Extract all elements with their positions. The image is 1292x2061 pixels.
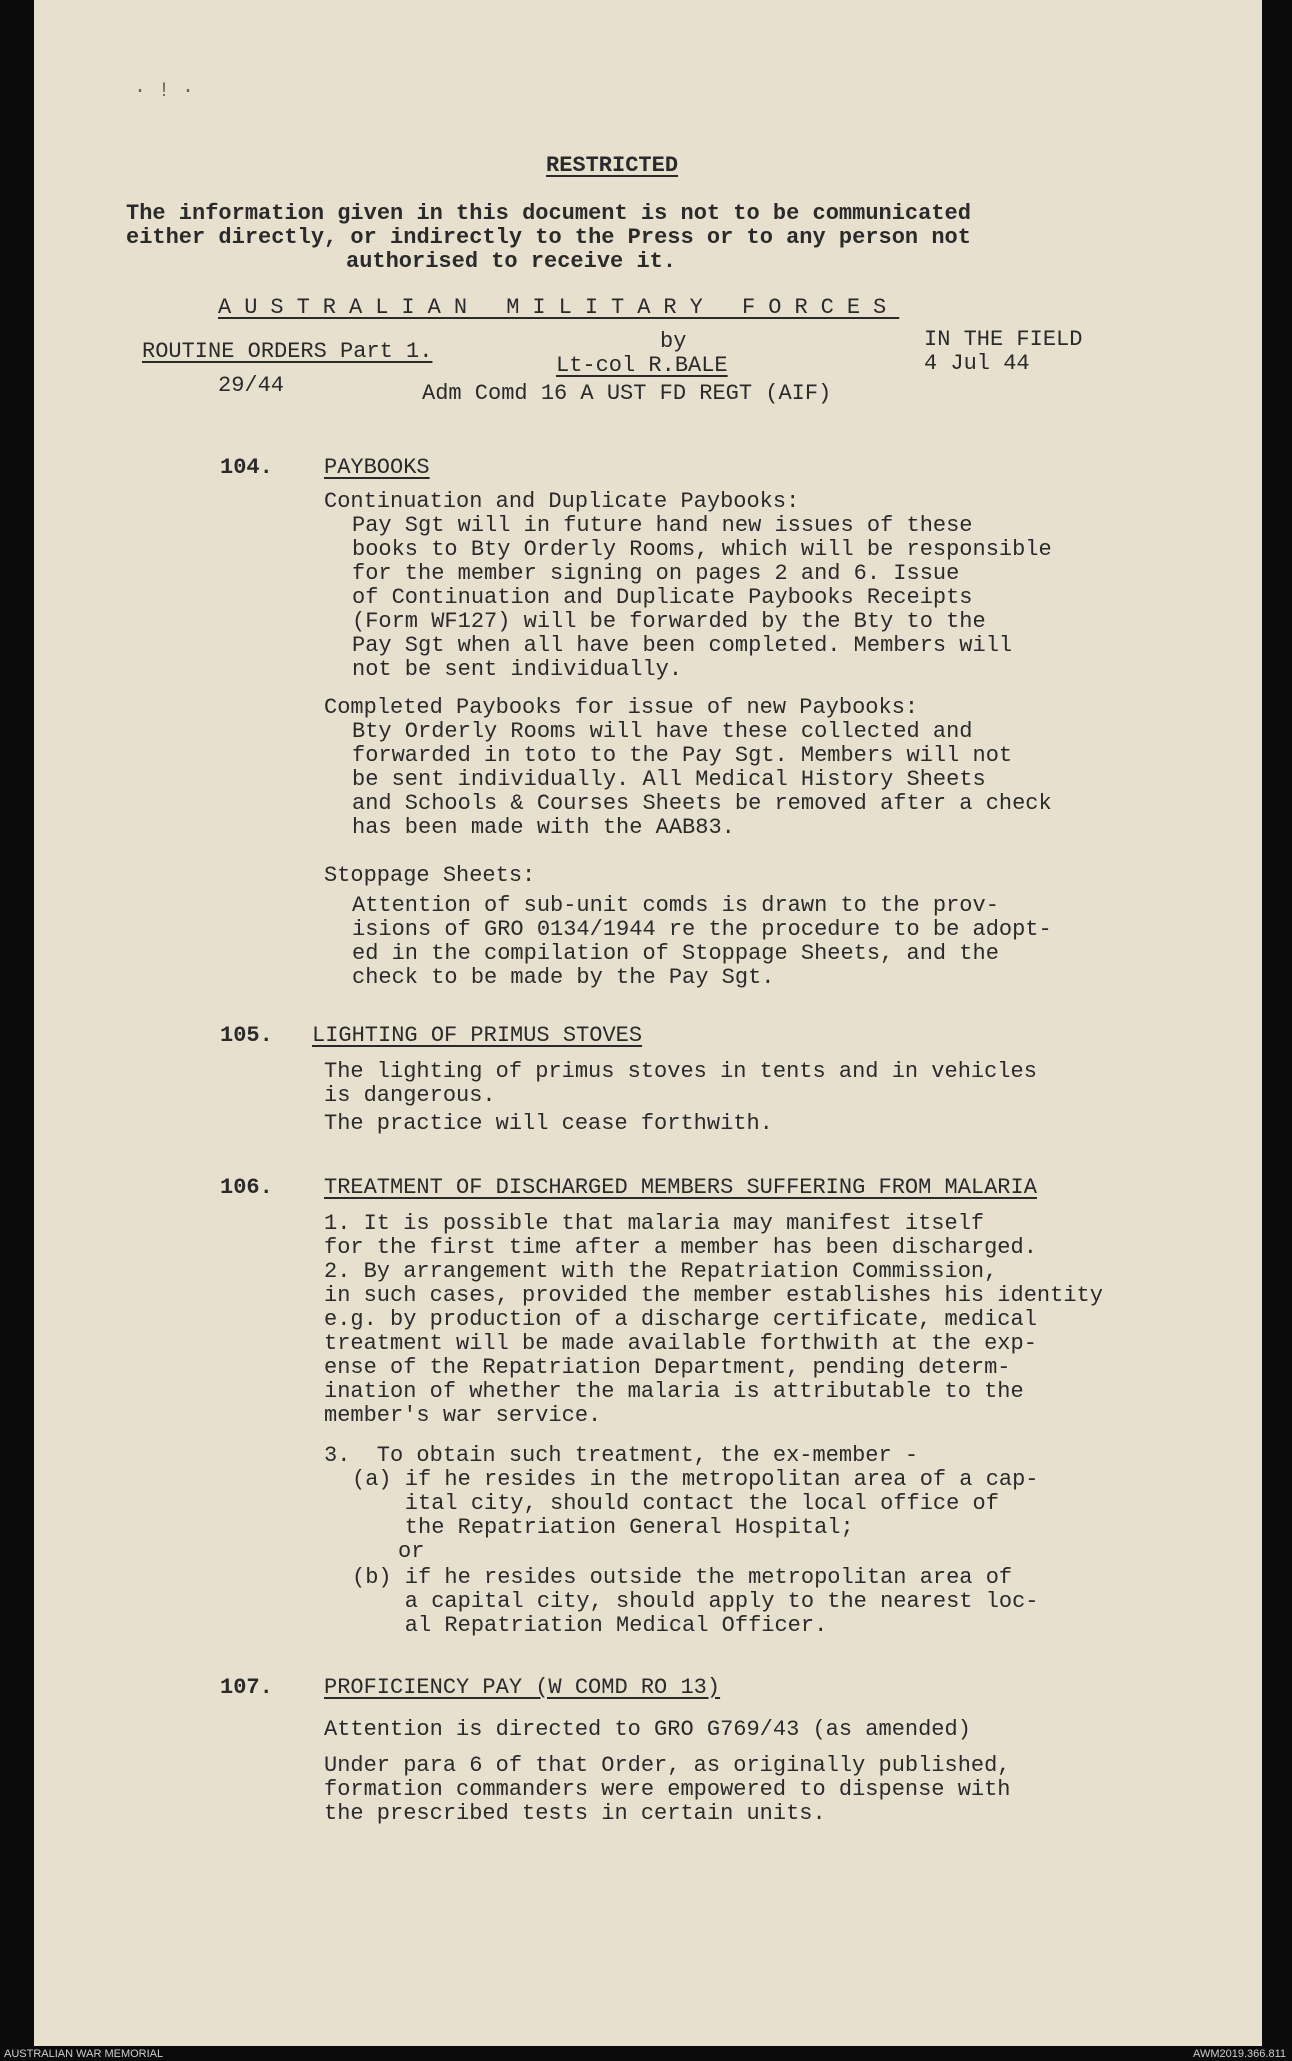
section-105-number: 105. — [220, 1023, 273, 1048]
text-line: (a) if he resides in the metropolitan area of a cap- — [352, 1467, 1039, 1492]
section-106-para-3: 3. To obtain such treatment, the ex-member - — [324, 1443, 919, 1468]
text-line: check to be made by the Pay Sgt. — [352, 965, 775, 990]
text-line: Bty Orderly Rooms will have these collected and — [352, 719, 973, 744]
text-line: and Schools & Courses Sheets be removed after a check — [352, 791, 1052, 816]
text-line: 1. It is possible that malaria may manifest itself — [324, 1211, 985, 1236]
text-line: The lighting of primus stoves in tents and in vehicles — [324, 1059, 1037, 1084]
routine-orders-label: ROUTINE ORDERS Part 1. — [142, 339, 433, 364]
section-106-title: TREATMENT OF DISCHARGED MEMBERS SUFFERING FROM MALARIA — [324, 1175, 1037, 1200]
text-line: books to Bty Orderly Rooms, which will be responsible — [352, 537, 1052, 562]
text-line: Pay Sgt will in future hand new issues of these — [352, 513, 973, 538]
notice-line-1: The information given in this document is not to be communicated — [126, 201, 971, 226]
command-label: Adm Comd 16 A UST FD REGT (AIF) — [422, 381, 832, 406]
place-label: IN THE FIELD — [924, 327, 1083, 352]
section-104-sub3-title: Stoppage Sheets: — [324, 863, 536, 888]
text-line: ense of the Repatriation Department, pending determ- — [324, 1355, 1011, 1380]
order-number: 29/44 — [218, 373, 285, 398]
text-line: is dangerous. — [324, 1083, 496, 1108]
text-line: 2. By arrangement with the Repatriation Commission, — [324, 1259, 998, 1284]
by-label: by — [660, 329, 687, 354]
section-106-number: 106. — [220, 1175, 273, 1200]
restricted-heading: RESTRICTED — [546, 153, 679, 178]
text-line: (Form WF127) will be forwarded by the Bty to the — [352, 609, 986, 634]
text-line: treatment will be made available forthwith at the exp- — [324, 1331, 1037, 1356]
text-line: the prescribed tests in certain units. — [324, 1801, 826, 1826]
section-107-line-1: Attention is directed to GRO G769/43 (as amended) — [324, 1717, 971, 1742]
footer-source: AUSTRALIAN WAR MEMORIAL — [4, 2048, 164, 2060]
text-line: al Repatriation Medical Officer. — [352, 1613, 828, 1638]
officer-name: Lt-col R.BALE — [556, 353, 728, 378]
archive-footer — [0, 2047, 1292, 2061]
text-line: isions of GRO 0134/1944 re the procedure to be adopt- — [352, 917, 1052, 942]
text-line: ination of whether the malaria is attributable to the — [324, 1379, 1024, 1404]
section-104-title: PAYBOOKS — [324, 455, 430, 480]
section-107-title: PROFICIENCY PAY (W COMD RO 13) — [324, 1675, 721, 1700]
section-107-number: 107. — [220, 1675, 273, 1700]
notice-line-2: either directly, or indirectly to the Press or to any person not — [126, 225, 971, 250]
footer-reference: AWM2019.366.811 — [1193, 2048, 1286, 2060]
text-line: not be sent individually. — [352, 657, 683, 682]
text-line: formation commanders were empowered to dispense with — [324, 1777, 1011, 1802]
text-line: for the first time after a member has been discharged. — [324, 1235, 1037, 1260]
section-104-sub1-title: Continuation and Duplicate Paybooks: — [324, 489, 800, 514]
text-line: (b) if he resides outside the metropolitan area of — [352, 1565, 1013, 1590]
text-line: forwarded in toto to the Pay Sgt. Members will not — [352, 743, 1013, 768]
text-line: ital city, should contact the local office of — [352, 1491, 999, 1516]
text-line: Attention of sub-unit comds is drawn to the prov- — [352, 893, 999, 918]
text-line: member's war service. — [324, 1403, 602, 1428]
pencil-mark-icon: · ! · — [134, 80, 195, 103]
text-line: for the member signing on pages 2 and 6. Issue — [352, 561, 960, 586]
section-104-number: 104. — [220, 455, 273, 480]
text-line: Pay Sgt when all have been completed. Members will — [352, 633, 1013, 658]
text-line: in such cases, provided the member establishes his identity — [324, 1283, 1103, 1308]
text-line: e.g. by production of a discharge certificate, medical — [324, 1307, 1037, 1332]
notice-line-3: authorised to receive it. — [346, 249, 677, 274]
text-line: the Repatriation General Hospital; — [352, 1515, 854, 1540]
text-line: Under para 6 of that Order, as originally published, — [324, 1753, 1011, 1778]
text-line: a capital city, should apply to the nearest loc- — [352, 1589, 1039, 1614]
section-106-or: or — [398, 1539, 425, 1564]
text-line: The practice will cease forthwith. — [324, 1111, 773, 1136]
document-page — [34, 0, 1262, 2046]
forces-heading: AUSTRALIAN MILITARY FORCES — [218, 295, 900, 320]
section-105-title: LIGHTING OF PRIMUS STOVES — [312, 1023, 643, 1048]
section-104-sub2-title: Completed Paybooks for issue of new Paybooks: — [324, 695, 919, 720]
text-line: be sent individually. All Medical History Sheets — [352, 767, 986, 792]
text-line: of Continuation and Duplicate Paybooks Receipts — [352, 585, 973, 610]
text-line: ed in the compilation of Stoppage Sheets, and the — [352, 941, 999, 966]
date-label: 4 Jul 44 — [924, 351, 1030, 376]
text-line: has been made with the AAB83. — [352, 815, 735, 840]
